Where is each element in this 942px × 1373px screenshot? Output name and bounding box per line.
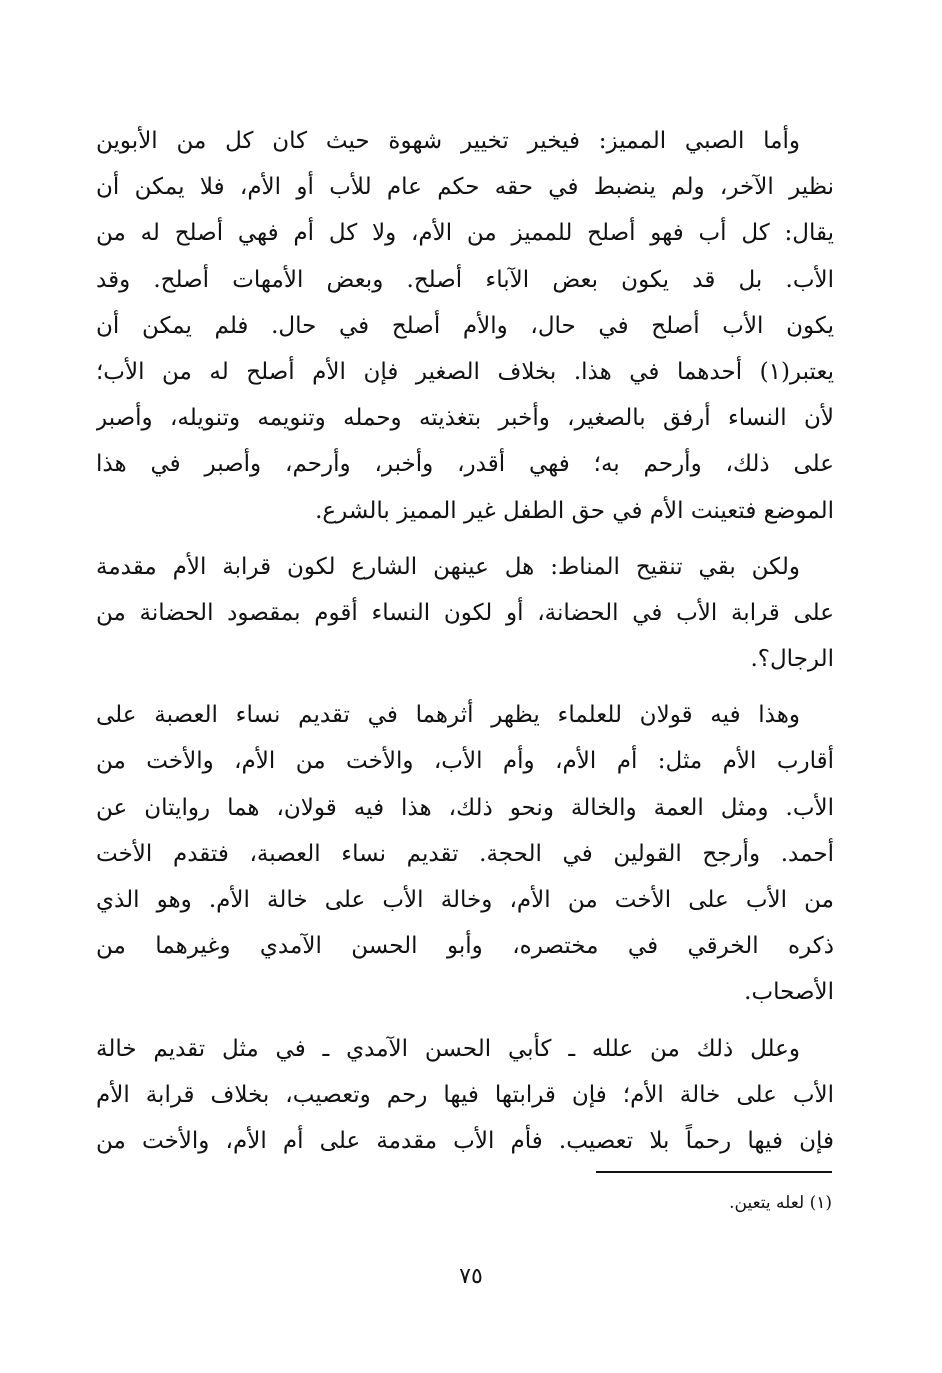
text-line: أقارب الأم مثل: أم الأم، وأم الأب، والأخت من الأم، والأخت من <box>96 748 834 775</box>
text-line: على ذلك، وأرحم به؛ فهي أقدر، وأخبر، وأرحم، وأصبر في هذا <box>96 451 834 478</box>
paragraph-3 <box>96 692 834 1015</box>
text-line: على قرابة الأب في الحضانة، أو لكون النساء أقوم بمقصود الحضانة من <box>96 599 834 626</box>
text-line: وهذا فيه قولان للعلماء يظهر أثرهما في تقديم نساء العصبة على <box>96 702 800 729</box>
text-line: لأن النساء أرفق بالصغير، وأخبر بتغذيته وحمله وتنويمه وتنويله، وأصبر <box>96 405 834 432</box>
text-line: الأب. ومثل العمة والخالة ونحو ذلك، هذا فيه قولان، هما روايتان عن <box>96 794 834 821</box>
text-line: ذكره الخرقي في مختصره، وأبو الحسن الآمدي وغيرهما من <box>96 933 834 960</box>
page-number: ٧٥ <box>459 1264 483 1289</box>
text-line: الأصحاب. <box>744 979 834 1006</box>
paragraph-4 <box>96 1026 834 1165</box>
text-line: وعلل ذلك من علله ـ كأبي الحسن الآمدي ـ في مثل تقديم خالة <box>96 1035 800 1062</box>
text-line: الأب على خالة الأم؛ فإن قرابتها فيها رحم وتعصيب، بخلاف قرابة الأم <box>96 1081 834 1108</box>
text-line: يكون الأب أصلح في حال، والأم أصلح في حال. فلم يمكن أن <box>96 312 834 339</box>
footnote: (١) لعله يتعين. <box>729 1193 832 1213</box>
text-line: يعتبر(١) أحدهما في هذا. بخلاف الصغير فإن الأم أصلح له من الأب؛ <box>96 358 834 385</box>
page-body <box>96 118 834 1164</box>
text-line: وأما الصبي المميز: فيخير تخيير شهوة حيث كان كل من الأبوين <box>96 128 800 154</box>
text-line: أحمد. وأرجح القولين في الحجة. تقديم نساء العصبة، فتقدم الأخت <box>96 840 834 867</box>
text-line: فإن فيها رحماً بلا تعصيب. فأم الأب مقدمة على أم الأم، والأخت من <box>96 1127 834 1154</box>
text-line: من الأب على الأخت من الأم، وخالة الأب على خالة الأم. وهو الذي <box>96 887 834 913</box>
paragraph-2 <box>96 544 834 683</box>
text-line: ولكن بقي تنقيح المناط: هل عينهن الشارع لكون قرابة الأم مقدمة <box>96 553 800 580</box>
text-line: يقال: كل أب فهو أصلح للمميز من الأم، ولا كل أم فهي أصلح له من <box>96 220 834 247</box>
text-line: نظير الآخر، ولم ينضبط في حقه حكم عام للأب أو الأم، فلا يمكن أن <box>96 174 834 201</box>
text-line: الموضع فتعينت الأم في حق الطفل غير المميز بالشرع. <box>315 497 834 524</box>
text-line: الأب. بل قد يكون بعض الآباء أصلح. وبعض الأمهات أصلح. وقد <box>96 266 834 293</box>
footnote-divider <box>596 1171 832 1173</box>
text-line: الرجال؟. <box>750 646 834 673</box>
paragraph-1 <box>96 118 834 534</box>
